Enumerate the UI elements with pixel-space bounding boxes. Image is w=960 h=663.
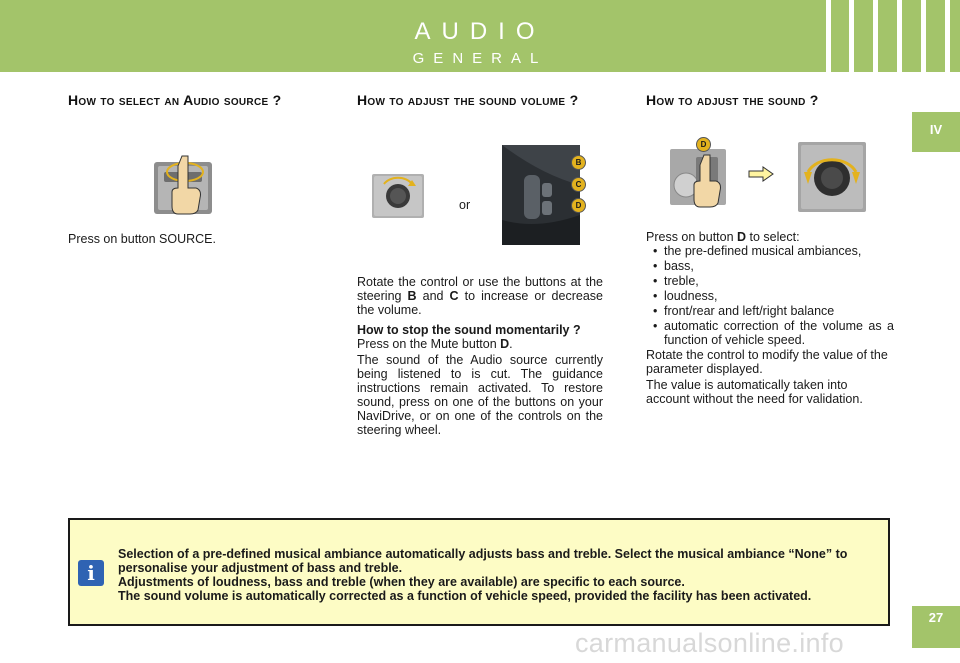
callout-c: C bbox=[571, 177, 586, 192]
heading-adjust-sound: How to adjust the sound ? bbox=[646, 92, 819, 108]
validation-note: The value is automatically taken into account without the need for validation. bbox=[646, 378, 863, 406]
page-subtitle: GENERAL bbox=[412, 50, 548, 67]
list-item: • bass, bbox=[651, 259, 894, 273]
callout-b: B bbox=[571, 155, 586, 170]
mute-text: Press on the Mute button D. bbox=[357, 337, 513, 351]
source-button-illustration bbox=[154, 152, 212, 216]
button-d-illustration bbox=[670, 145, 726, 209]
list-item: • front/rear and left/right balance bbox=[651, 304, 894, 318]
rotary-control-illustration bbox=[798, 142, 866, 212]
watermark: carmanualsonline.info bbox=[575, 628, 844, 658]
chapter-tab: IV bbox=[912, 112, 960, 152]
arrow-right-icon bbox=[748, 166, 774, 182]
info-box bbox=[68, 518, 890, 626]
page-title: AUDIO bbox=[414, 18, 546, 45]
list-item: • treble, bbox=[651, 274, 894, 288]
callout-d: D bbox=[571, 198, 586, 213]
info-line: Adjustments of loudness, bass and treble (when they are available) are specific to each source. bbox=[118, 575, 685, 589]
info-line: Selection of a pre-defined musical ambiance automatically adjusts bass and treble. Select the musical ambiance “None” to personalise your adjustment of bass and treble. bbox=[118, 547, 848, 575]
mute-explanation: The sound of the Audio source currently being listened to is cut. The guidance instructions remain activated. To restore sound, press on one of the buttons on your NaviDrive, or on one of the controls on the steering wheel. bbox=[357, 353, 603, 437]
col2-text bbox=[357, 275, 603, 443]
heading-select-source: How to select an Audio source ? bbox=[68, 92, 282, 108]
page-number: 27 bbox=[912, 606, 960, 648]
col1-text: Press on button SOURCE. bbox=[68, 232, 216, 246]
list-item: • loudness, bbox=[651, 289, 894, 303]
callout-d-col3: D bbox=[696, 137, 711, 152]
rotate-instruction: Rotate the control to modify the value of the parameter displayed. bbox=[646, 348, 888, 376]
adjust-intro: Press on button D to select: bbox=[646, 230, 800, 244]
or-label: or bbox=[459, 198, 471, 212]
volume-instruction: Rotate the control or use the buttons at the steering B and C to increase or decrease the volume. bbox=[357, 275, 603, 317]
list-item: • the pre-defined musical ambiances, bbox=[651, 244, 894, 258]
list-item: • automatic correction of the volume as a function of vehicle speed. bbox=[651, 319, 894, 347]
volume-knob-illustration bbox=[372, 174, 424, 218]
info-text bbox=[118, 547, 884, 603]
mute-heading: How to stop the sound momentarily ? bbox=[357, 323, 581, 337]
setting-list bbox=[646, 244, 894, 347]
col3-text bbox=[646, 230, 894, 406]
info-icon: i bbox=[78, 560, 104, 586]
info-line: The sound volume is automatically corrected as a function of vehicle speed, provided the facility has been activated. bbox=[118, 589, 812, 603]
steering-controls-illustration bbox=[502, 145, 580, 245]
heading-adjust-volume: How to adjust the sound volume ? bbox=[357, 92, 579, 108]
